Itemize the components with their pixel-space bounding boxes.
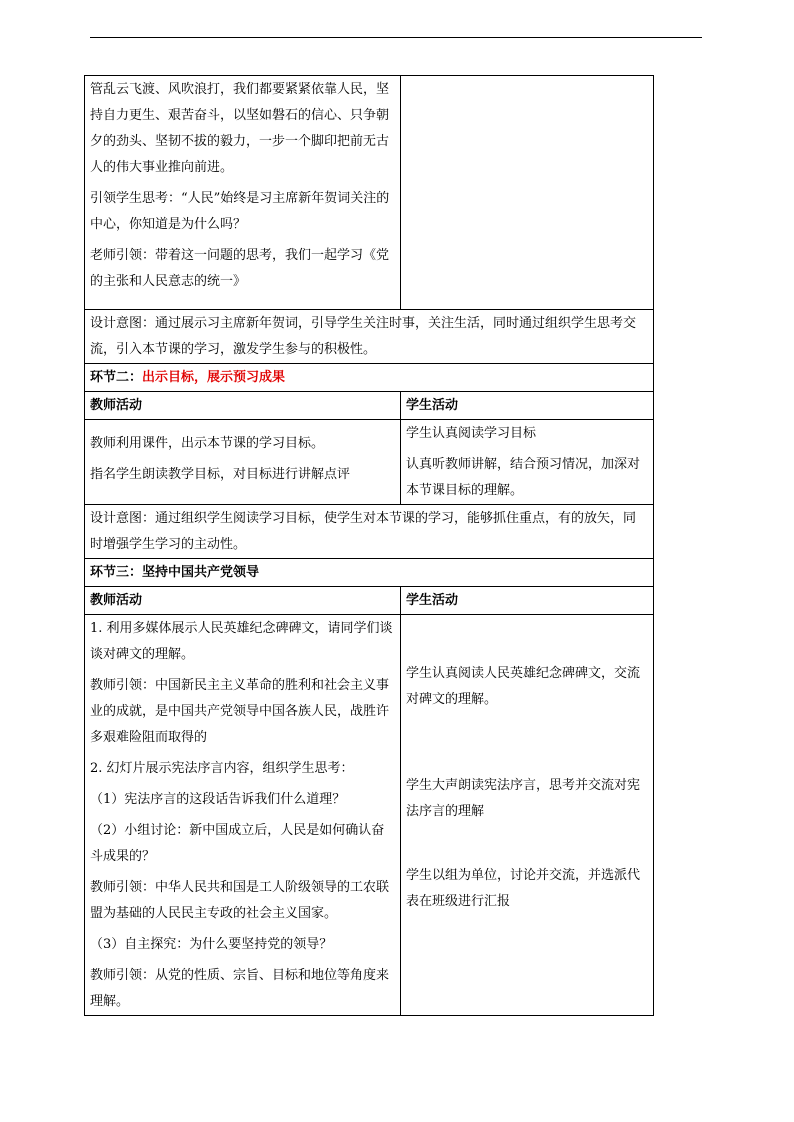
- section2-title: 出示目标，展示预习成果: [142, 370, 286, 385]
- section2-student-line: 学生认真阅读学习目标: [406, 426, 537, 441]
- intro-question: 引领学生思考：“人民”始终是习主席新年贺词关注的中心，你知道是为什么吗？: [90, 191, 390, 232]
- lesson-plan-table: [84, 75, 654, 1016]
- section3-title-row: [85, 559, 654, 587]
- section3-teacher-line: 教师引领：中华人民共和国是工人阶级领导的工农联盟为基础的人民民主专政的社会主义国家。: [90, 880, 390, 921]
- section2-teacher-line: 教师利用课件，出示本节课的学习目标。: [90, 436, 325, 451]
- teacher-activity-header: 教师活动: [85, 392, 401, 420]
- section2-content-row: [85, 420, 654, 505]
- section3-student-line: 学生认真阅读人民英雄纪念碑碑文，交流对碑文的理解。: [406, 666, 641, 707]
- design-intent-row-1: [85, 310, 654, 364]
- intro-teacher-cell: [85, 76, 401, 310]
- section3-teacher-line: 1. 利用多媒体展示人民英雄纪念碑碑文，请同学们谈谈对碑文的理解。: [90, 621, 393, 662]
- section3-student-line: 学生大声朗读宪法序言，思考并交流对宪法序言的理解: [406, 778, 641, 819]
- section2-student-line: 认真听教师讲解，结合预习情况，加深对本节课目标的理解。: [406, 457, 641, 498]
- section3-student-line: 学生以组为单位，讨论并交流，并选派代表在班级进行汇报: [406, 868, 641, 909]
- student-activity-header: 学生活动: [401, 587, 654, 615]
- design-intent-2: 设计意图：通过组织学生阅读学习目标，使学生对本节课的学习，能够抓住重点，有的放矢，同时增强学生学习的主动性。: [85, 505, 654, 559]
- section3-teacher-line: （3）自主探究：为什么要坚持党的领导？: [90, 937, 333, 952]
- section3-teacher-cell: [85, 615, 401, 1016]
- section2-teacher-cell: [85, 420, 401, 505]
- section2-header-row: [85, 392, 654, 420]
- header-rule: [90, 37, 702, 38]
- section3-teacher-line: 教师引领：从党的性质、宗旨、目标和地位等角度来理解。: [90, 968, 390, 1009]
- student-activity-header: 学生活动: [401, 392, 654, 420]
- section2-student-cell: [401, 420, 654, 505]
- section3-teacher-line: （1）宪法序言的这段话告诉我们什么道理？: [90, 792, 346, 807]
- section3-teacher-line: 2. 幻灯片展示宪法序言内容，组织学生思考：: [90, 761, 354, 776]
- section2-title-row: [85, 364, 654, 392]
- design-intent-1: 设计意图：通过展示习主席新年贺词，引导学生关注时事，关注生活，同时通过组织学生思考交流，引入本节课的学习，激发学生参与的积极性。: [85, 310, 654, 364]
- section3-student-cell: [401, 615, 654, 1016]
- section2-teacher-line: 指名学生朗读教学目标，对目标进行讲解点评: [90, 467, 351, 482]
- section3-title: 环节三：坚持中国共产党领导: [85, 559, 654, 587]
- section3-teacher-line: 教师引领：中国新民主主义革命的胜利和社会主义事业的成就，是中国共产党领导中国各族人民，战胜许多艰难险阻而取得的: [90, 678, 390, 745]
- section2-prefix: 环节二：: [90, 370, 143, 385]
- section3-header-row: [85, 587, 654, 615]
- teacher-activity-header: 教师活动: [85, 587, 401, 615]
- section3-teacher-line: （2）小组讨论：新中国成立后，人民是如何确认奋斗成果的？: [90, 823, 385, 864]
- intro-student-cell: [401, 76, 654, 310]
- intro-guidance: 老师引领：带着这一问题的思考，我们一起学习《党的主张和人民意志的统一》: [90, 248, 390, 289]
- section2-title-cell: [85, 364, 654, 392]
- intro-row: [85, 76, 654, 310]
- intro-paragraph: 管乱云飞渡、风吹浪打，我们都要紧紧依靠人民，坚持自力更生、艰苦奋斗，以坚如磐石的信心、只争朝夕的劲头、坚韧不拔的毅力，一步一个脚印把前无古人的伟大事业推向前进。: [90, 82, 390, 175]
- section3-content-row: [85, 615, 654, 1016]
- design-intent-row-2: [85, 505, 654, 559]
